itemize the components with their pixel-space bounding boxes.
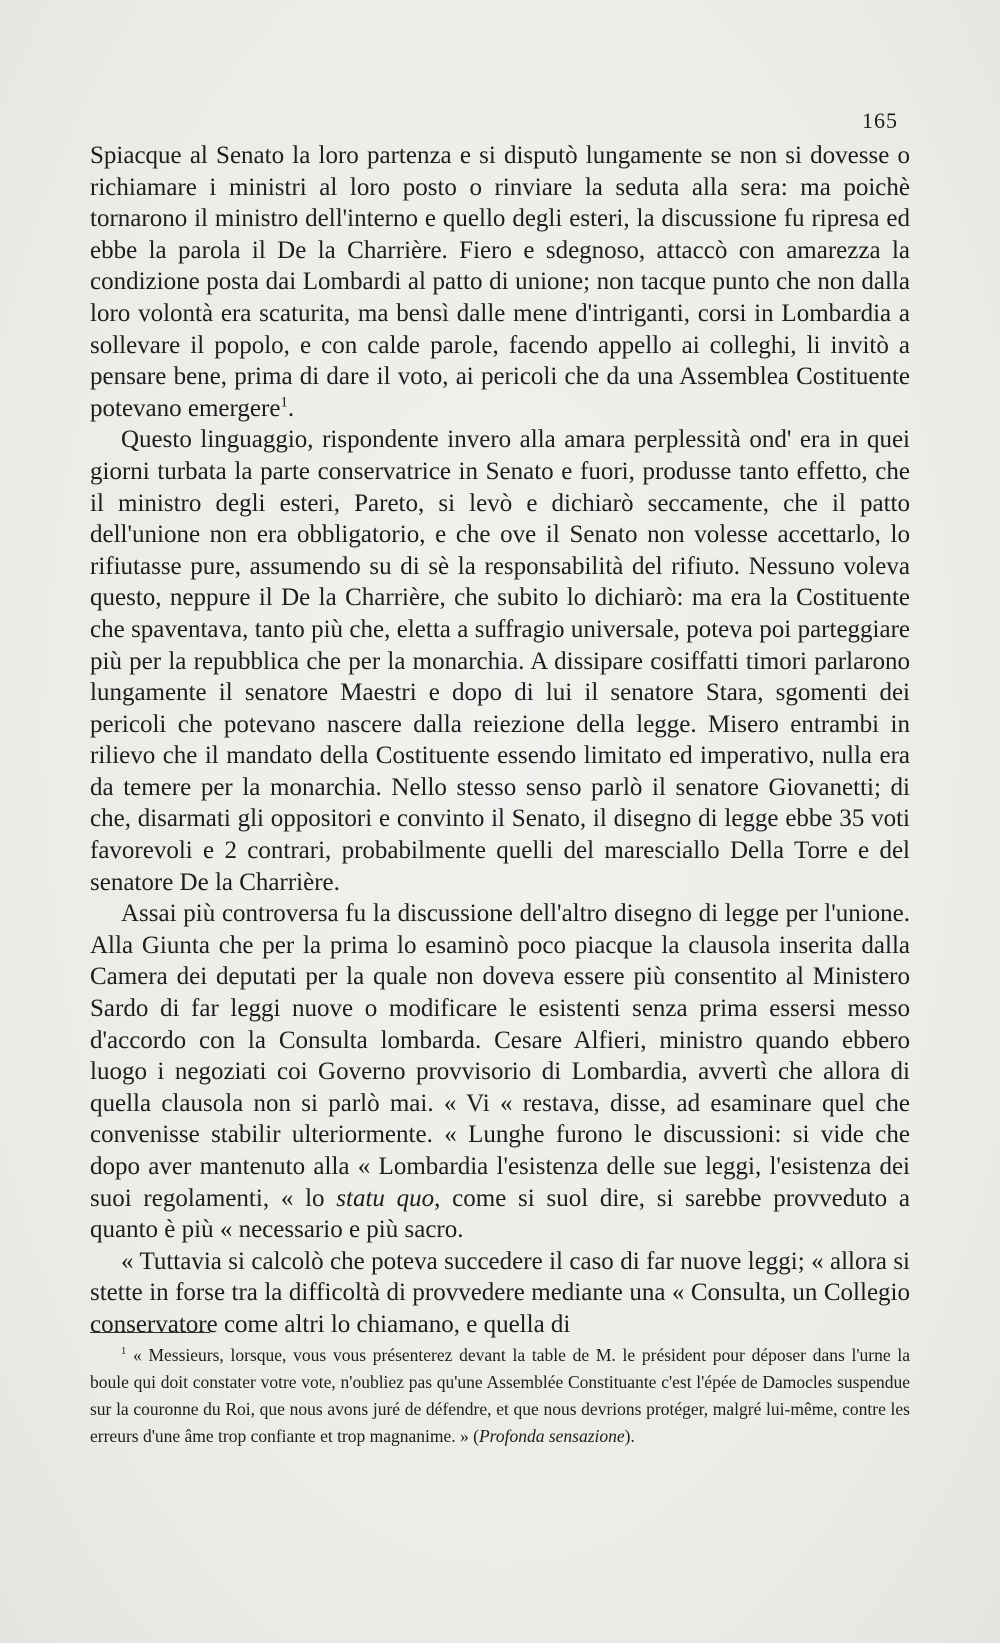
footnote — [90, 1342, 910, 1450]
footnote-divider — [90, 1332, 210, 1333]
footnote-close: ). — [624, 1426, 635, 1446]
page-number: 165 — [862, 108, 898, 133]
paragraph — [90, 140, 910, 424]
paragraph — [90, 898, 910, 1246]
footnotes — [90, 1342, 910, 1450]
paragraph: Questo linguaggio, rispondente invero alla amara perplessità ond' era in quei giorni turbata la parte conservatrice in Senato e fuori, produsse tanto effetto, che il ministro degli esteri, Pareto, si levò e dichiarò seccamente, che il patto dell'unione non era obbligatorio, e che ove il Senato non volesse accettarlo, lo rifiutasse pure, assumendo su di sè la responsabilità del rifiuto. Nessuno voleva questo, neppure il De la Charrière, che subito lo dichiarò: ma era la Costituente che spaventava, tanto più che, eletta a suffragio universale, poteva poi parteggiare più per la repubblica che per la monarchia. A dissipare cosiffatti timori parlarono lungamente il senatore Maestri e dopo di lui il senatore Stara, sgomenti dei pericoli che potevano nascere dalla reiezione della legge. Misero entrambi in rilievo che il mandato della Costituente essendo limitato ed imperativo, nulla era da temere per la monarchia. Nello stesso senso parlò il senatore Giovanetti; di che, disarmati gli oppositori e convinto il Senato, il disegno di legge ebbe 35 voti favorevoli e 2 contrari, probabilmente quelli del maresciallo Della Torre e del senatore De la Charrière. — [90, 426, 910, 896]
footnote-marker: 1 — [280, 394, 288, 411]
paragraph-1-text: Spiacque al Senato la loro partenza e si disputò lungamente se non si dovesse o richiamare i ministri al loro posto o rinviare la seduta alla sera: ma poichè tornarono il ministro dell'interno e quello degli esteri, la discussione fu ripresa ed ebbe la parola il De la Charrière. Fiero e sdegnoso, attaccò con amarezza la condizione posta dai Lombardi al patto di unione; non tacque punto che non dalla loro volontà era scaturita, ma bensì dalle mene d'intriganti, corsi in Lombardia a sollevare il popolo, e con calde parole, facendo appello ai colleghi, li invitò a pensare bene, prima di dare il voto, ai pericoli che da una Assemblea Costituente potevano emergere — [90, 142, 910, 422]
paragraph: « Tuttavia si calcolò che poteva succedere il caso di far nuove leggi; « allora si stette in forse tra la difficoltà di provvedere mediante una « Consulta, un Collegio conservatore come altri lo chiamano, e quella di — [90, 1247, 910, 1338]
footnote-text: « Messieurs, lorsque, vous vous présenterez devant la table de M. le président pour déposer dans l'urne la boule qui doit constater votre vote, n'oubliez pas qu'une Assemblée Constituante c'est l'épée de Damocles suspendue sur la couronne du Roi, que nous avons juré de défendre, et que nous devrions protéger, malgré lui-même, contre les erreurs d'une âme trop confiante et trop magnanime. » ( — [90, 1345, 910, 1446]
footnote-number: 1 — [121, 1346, 127, 1358]
body-text — [90, 140, 910, 1341]
italic-phrase: statu quo — [336, 1184, 435, 1212]
paragraph-3-tail: , come si suol dire, si sarebbe provveduto a quanto è più « necessario e più sacro. — [90, 1184, 910, 1244]
paragraph-1-end: . — [287, 394, 295, 422]
paragraph-3-text: Assai più controversa fu la discussione dell'altro disegno di legge per l'unione. Alla Giunta che per la prima lo esaminò poco piacque la clausola inserita dalla Camera dei deputati per la quale non doveva essere più consentito al Ministero Sardo di far leggi nuove o modificare le esistenti senza prima essersi messo d'accordo con la Consulta lombarda. Cesare Alfieri, ministro quando ebbero luogo i negoziati coi Governo provvisorio di Lombardia, avvertì che allora di quella clausola non si parlò mai. « Vi « restava, disse, ad esaminare quel che convenisse stabilir ulteriormente. « Lunghe furono le discussioni: si vide che dopo aver mantenuto alla « Lombardia l'esistenza delle sue leggi, l'esistenza dei suoi regolamenti, « lo — [90, 900, 910, 1212]
footnote-source: Profonda sensazione — [478, 1426, 625, 1446]
